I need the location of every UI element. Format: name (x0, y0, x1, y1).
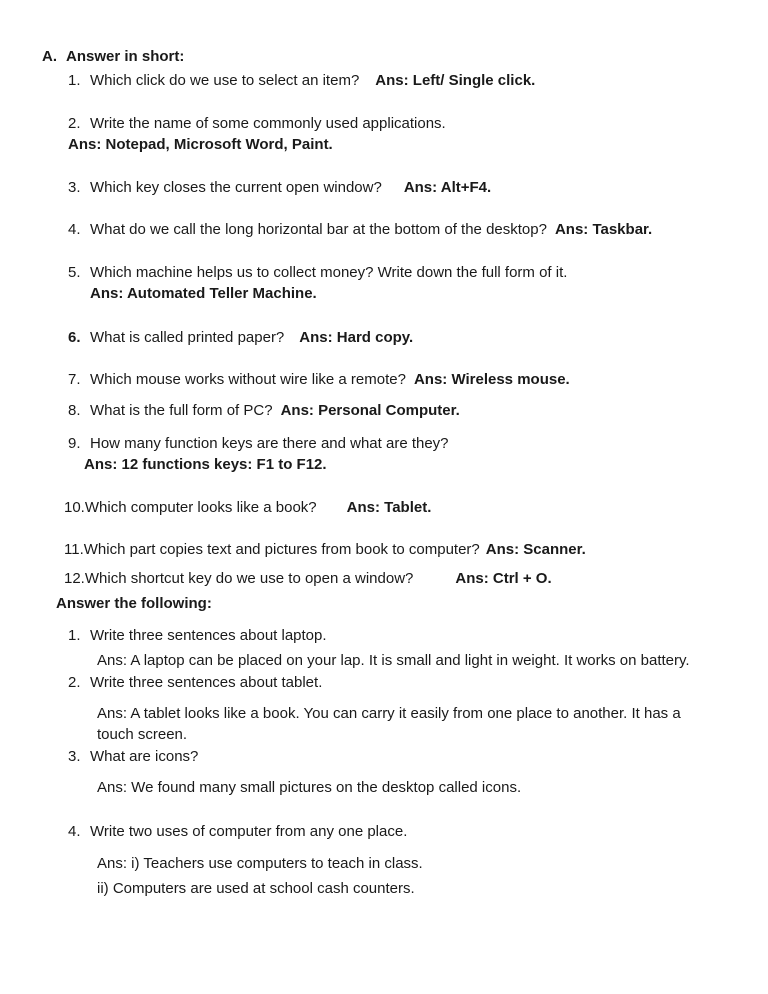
question-number: 10. (64, 499, 85, 516)
answer-text: Ans: Notepad, Microsoft Word, Paint. (68, 136, 333, 153)
answer-text: Ans: Hard copy. (299, 329, 414, 346)
question-number: 9. (68, 435, 81, 452)
question-text: Which mouse works without wire like a remote? (90, 371, 406, 388)
qa-item (42, 113, 724, 155)
qa-item (42, 539, 724, 560)
question-text: What are icons? (90, 748, 199, 765)
question-text: What is called printed paper? (90, 329, 285, 346)
question-number: 1. (68, 72, 81, 89)
qa-item (42, 262, 724, 304)
question-line (42, 625, 724, 646)
section-a-title: Answer in short: (66, 48, 185, 65)
question-text: Write three sentences about tablet. (90, 674, 323, 691)
answer-text: Ans: Scanner. (485, 541, 586, 558)
qa-item (42, 400, 724, 421)
question-text: What is the full form of PC? (90, 402, 273, 419)
section-a-heading (42, 46, 724, 67)
section-b-heading (42, 593, 724, 614)
answer-text: Ans: A laptop can be placed on your lap. It is small and light in weight. It works on battery. (97, 652, 690, 669)
qa-item (42, 746, 724, 798)
section-a-label: A. (42, 48, 57, 65)
answer-text: Ans: Automated Teller Machine. (90, 285, 317, 302)
answer-text: Ans: i) Teachers use computers to teach in class. (97, 855, 423, 872)
question-line (42, 821, 724, 842)
question-text: What do we call the long horizontal bar at the bottom of the desktop? (90, 221, 547, 238)
section-b-title: Answer the following: (56, 595, 212, 612)
answer-text: Ans: Tablet. (346, 499, 432, 516)
question-number: 4. (68, 823, 81, 840)
question-number: 11. (64, 541, 84, 558)
answer-text: Ans: Personal Computer. (280, 402, 460, 419)
question-text: Which click do we use to select an item? (90, 72, 360, 89)
answer-text: Ans: Left/ Single click. (375, 72, 536, 89)
question-number: 7. (68, 371, 81, 388)
qa-item (42, 219, 724, 240)
answer-text: Ans: A tablet looks like a book. You can carry it easily from one place to another. It has a touch screen. (97, 705, 681, 743)
answer-text: Ans: Wireless mouse. (413, 371, 570, 388)
qa-item (42, 497, 724, 518)
answer-text: Ans: Taskbar. (554, 221, 653, 238)
question-number: 4. (68, 221, 81, 238)
question-line (42, 113, 724, 134)
qa-item (42, 433, 724, 475)
question-number: 6. (68, 329, 81, 346)
question-text: Write the name of some commonly used applications. (90, 115, 446, 132)
question-text: Which computer looks like a book? (84, 499, 317, 516)
question-line (42, 433, 724, 454)
answer-text: Ans: We found many small pictures on the desktop called icons. (97, 779, 522, 796)
question-number: 3. (68, 748, 81, 765)
question-number: 2. (68, 674, 81, 691)
qa-item (42, 177, 724, 198)
qa-item (42, 821, 724, 899)
answer-text: ii) Computers are used at school cash counters. (97, 880, 415, 897)
qa-item (42, 327, 724, 348)
answer-text: Ans: 12 functions keys: F1 to F12. (84, 456, 327, 473)
question-text: Write three sentences about laptop. (90, 627, 327, 644)
question-line (42, 746, 724, 767)
qa-item (42, 70, 724, 91)
question-text: Which shortcut key do we use to open a window? (84, 570, 414, 587)
answer-text: Ans: Ctrl + O. (455, 570, 552, 587)
answer-text: Ans: Alt+F4. (403, 179, 492, 196)
question-text: Which key closes the current open window? (90, 179, 382, 196)
question-text: Which part copies text and pictures from book to computer? (83, 541, 480, 558)
question-number: 12. (64, 570, 85, 587)
question-number: 5. (68, 264, 81, 281)
question-number: 8. (68, 402, 81, 419)
question-line (42, 672, 724, 693)
qa-item (42, 568, 724, 589)
question-number: 3. (68, 179, 81, 196)
question-number: 2. (68, 115, 81, 132)
question-line (42, 262, 724, 283)
question-text: Which machine helps us to collect money? Write down the full form of it. (90, 264, 568, 281)
question-text: How many function keys are there and what are they? (90, 435, 449, 452)
qa-item (42, 625, 724, 671)
question-number: 1. (68, 627, 81, 644)
question-text: Write two uses of computer from any one place. (90, 823, 408, 840)
qa-item (42, 369, 724, 390)
qa-item (42, 672, 724, 745)
